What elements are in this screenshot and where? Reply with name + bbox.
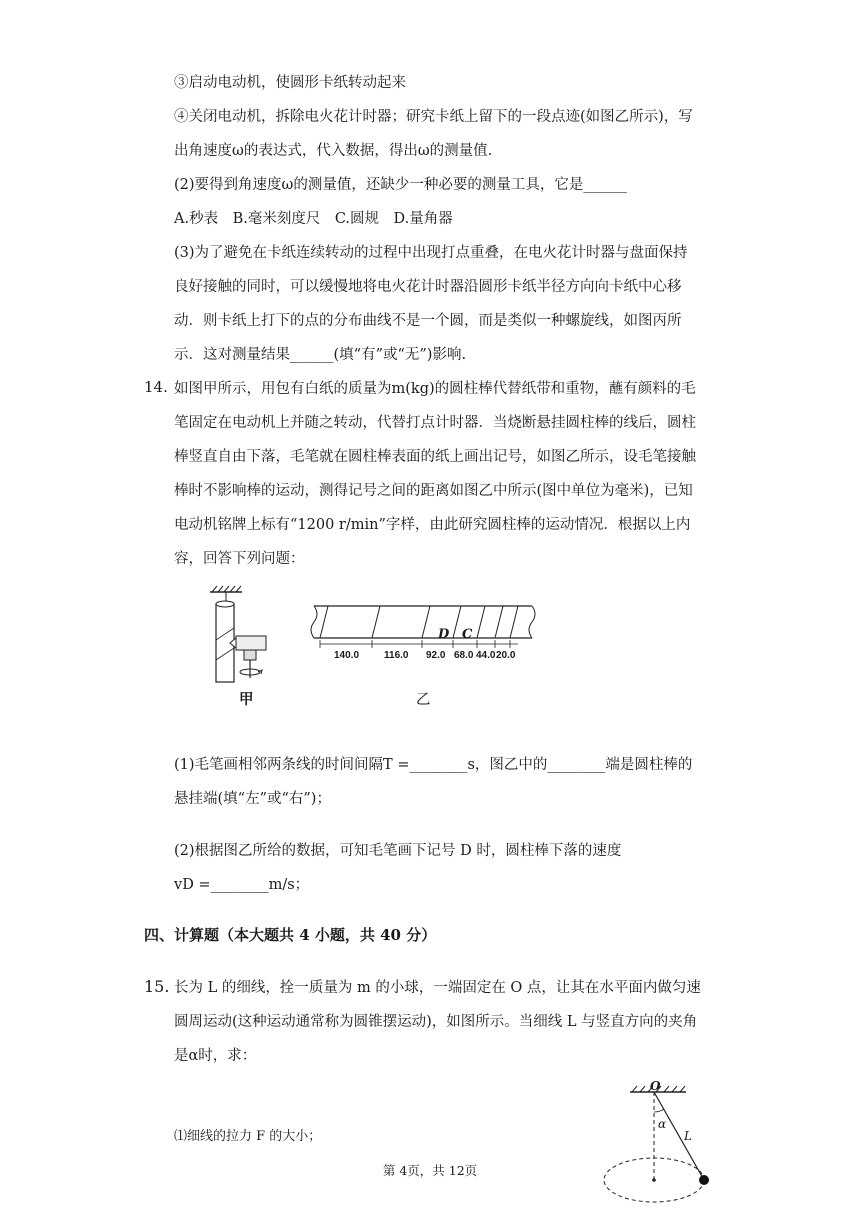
distance-label: 20.0	[496, 650, 516, 661]
q13-step4-line1: ④关闭电动机，拆除电火花计时器；研究卡纸上留下的一段点迹(如图乙所示)，写	[174, 109, 693, 125]
mark-C-label: C	[462, 627, 473, 642]
figure-jia-label: 甲	[239, 691, 254, 708]
q15-line1: 长为 L 的细线，拴一质量为 m 的小球，一端固定在 O 点，让其在水平面内做匀速	[174, 980, 701, 996]
q15-line2: 圆周运动(这种运动通常称为圆锥摆运动)，如图所示。当细线 L 与竖直方向的夹角	[174, 1014, 698, 1030]
q13-part2: (2)要得到角速度ω的测量值，还缺少一种必要的测量工具，它是______	[174, 177, 627, 193]
q14-number: 14.	[144, 378, 168, 396]
q14-line1: 如图甲所示，用包有白纸的质量为m(kg)的圆柱棒代替纸带和重物，蘸有颜料的毛	[174, 381, 696, 397]
point-O-label: O	[650, 1079, 661, 1093]
q14-line6: 容，回答下列问题：	[174, 551, 305, 567]
q14-line4: 棒时不影响棒的运动，测得记号之间的距离如图乙中所示(图中单位为毫米)，已知	[174, 483, 693, 499]
length-L-label: L	[684, 1129, 692, 1143]
distance-label: 92.0	[426, 650, 446, 661]
q13-part2-options: A.秒表 B.毫米刻度尺 C.圆规 D.量角器	[174, 211, 453, 227]
section-heading-calculation: 四、计算题（本大题共 4 小题，共 40 分）	[144, 926, 437, 944]
distance-label: 116.0	[384, 650, 409, 661]
q13-step4-line2: 出角速度ω的表达式，代入数据，得出ω的测量值.	[174, 143, 493, 159]
distance-label: 140.0	[334, 650, 360, 661]
q15-number: 15.	[144, 977, 170, 996]
q14-line5: 电动机铭牌上标有“1200 r/min”字样，由此研究圆柱棒的运动情况．根据以上内	[174, 517, 691, 533]
page-footer: 第 4页，共 12页	[382, 1163, 478, 1178]
q15-line3: 是α时，求：	[174, 1048, 257, 1064]
q14-line3: 棒竖直自由下落，毛笔就在圆柱棒表面的纸上画出记号，如图乙所示，设毛笔接触	[174, 449, 696, 465]
distance-label: 68.0	[454, 650, 474, 661]
q14-part2-line1: (2)根据图乙所给的数据，可知毛笔画下记号 D 时，圆柱棒下落的速度	[174, 843, 622, 859]
q14-part1-line2: 悬挂端(填“左”或“右”)；	[174, 791, 331, 807]
angle-alpha-label: α	[658, 1117, 667, 1131]
distance-label: 44.0	[476, 650, 496, 661]
figure-conical-pendulum	[600, 1076, 730, 1208]
figure-yi-label: 乙	[416, 692, 431, 708]
q13-step3: ③启动电动机，使圆形卡纸转动起来	[174, 75, 406, 91]
q13-part3-line1: (3)为了避免在卡纸连续转动的过程中出现打点重叠，在电火花计时器与盘面保持	[174, 245, 688, 261]
q14-line2: 笔固定在电动机上并随之转动，代替打点计时器．当烧断悬挂圆柱棒的线后，圆柱	[174, 415, 696, 431]
q14-part1-line1: (1)毛笔画相邻两条线的时间间隔T =________s，图乙中的________端是圆柱棒的	[174, 757, 693, 773]
q13-part3-line3: 动．则卡纸上打下的点的分布曲线不是一个圆，而是类似一种螺旋线，如图丙所	[174, 313, 682, 329]
q13-part3-line4: 示．这对测量结果______(填“有”或“无”)影响.	[174, 347, 467, 363]
q13-part3-line2: 良好接触的同时，可以缓慢地将电火花计时器沿圆形卡纸半径方向向卡纸中心移	[174, 279, 682, 295]
q15-part1: ⑴细线的拉力 F 的大小；	[174, 1129, 322, 1144]
q14-part2-line2: vD =________m/s；	[174, 877, 310, 893]
mark-D-label: D	[438, 627, 450, 642]
